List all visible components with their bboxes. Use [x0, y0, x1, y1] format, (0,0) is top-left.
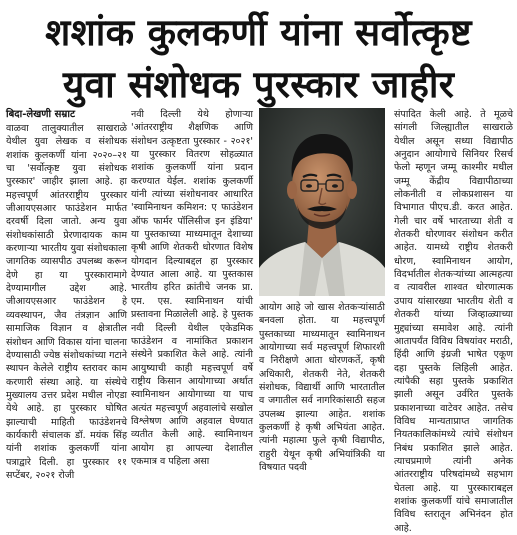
author-portrait: [259, 108, 385, 296]
byline: बिदा-लेखणी सम्राट: [6, 109, 75, 120]
column-4-text: संपादित केली आहे. ते मूळचे सांगली जिल्ह्यातील साखराळे येथील असून सध्या विद्यापीठ अनुदान आयोगाचे सिनियर रिसर्च फेलो म्हणून जम्मू काश्मीर मधील जम्मू केंद्रीय विद्यापीठाच्या लोकनीती व लोकप्रशासन या विभागात पीएच.डी. करत आहेत. गेली चार वर्षे भारताच्या शेती व शेतकरी धोरणावर संशोधन करीत आहेत. यामध्ये राष्ट्रीय शेतकरी धोरण, स्वामिनाथन आयोग, विदर्भातील शेतकऱ्यांच्या आत्महत्या व त्यावरील शाश्वत धोरणात्मक उपाय यांसारख्या भारतीय शेती व शेतकरी यांच्या जिव्हाळ्याच्या मुद्द्यांच्या समावेश आहे. त्यांनी आतापर्यंत विविध विषयांवर मराठी, हिंदी आणि इंग्रजी भाषेत एकूण दहा पुस्तके लिहिली आहेत. त्यांपैकी सहा पुस्तके प्रकाशित झाली असून उर्वरित पुस्तके प्रकाशनाच्या वाटेवर आहेत. तसेच विविध मान्यताप्राप्त जागतिक नियतकालिकांमध्ये त्यांचे संशोधन निबंध प्रकाशित झाले आहेत. त्याचप्रमाणे त्यांनी अनेक आंतरराष्ट्रीय परिषदांमध्ये सहभाग घेतला आहे. या पुरस्काराबद्दल शशांक कुलकर्णी यांचे समाजातील विविध स्तरातून अभिनंदन होत आहे.: [394, 109, 513, 534]
article-column-2: [131, 108, 253, 478]
column-2-text: नवी दिल्ली येथे होणाऱ्या 'आंतरराष्ट्रीय शैक्षणिक आणि संशोधन उत्कृष्टता पुरस्कार - २०२१' या पुरस्कार वितरण सोहळ्यात शशांक कुलकर्णी यांना प्रदान करण्यात येईल. शशांक कुलकर्णी यांनी त्यांच्या संशोधनावर आधारित 'स्वामिनाथन कमिशन: ए फाउंडेशन ऑफ फार्मर पॉलिसीज इन इंडिया' या पुस्तकाच्या माध्यमातून देशाच्या कृषी आणि शेतकरी धोरणात विशेष योगदान दिल्याबद्दल हा पुरस्कार देण्यात आला आहे. या पुस्तकास भारतीय हरित क्रांतीचे जनक प्रा. एम. एस. स्वामिनाथन यांची प्रस्तावना मिळालेली आहे. हे पुस्तक नवी दिल्ली येथील एकेडमिक फाउंडेशन व नामांकित प्रकाशन संस्थेने प्रकाशित केले आहे. त्यांनी आयुष्याची काही महत्त्वपूर्ण वर्षे राष्ट्रीय किसान आयोगाच्या अर्थात स्वामिनाथन आयोगाच्या या पाच अत्यंत महत्त्वपूर्ण अहवालांचे सखोल विश्लेषण आणि अहवाल घेण्यात व्यतीत केली आहे. स्वामिनाथन आयोग हा आपल्या देशातील एकमात्र व पहिला असा: [131, 109, 253, 467]
column-3-text: आयोग आहे जो खास शेतकऱ्यांसाठी बनवला होता. या महत्त्वपूर्ण पुस्तकाच्या माध्यमातून स्वामिनाथन आयोगाच्या सर्व महत्त्वपूर्ण शिफारशी व निरीक्षणे आता धोरणकर्ते, कृषी अधिकारी, शेतकरी नेते, शेतकरी संशोधक, विद्यार्थी आणि भारतातील व जगातील सर्व नागरिकांसाठी सहज उपलब्ध झाल्या आहेत. शशांक कुलकर्णी हे कृषी अभियंता आहेत. त्यांनी महात्मा फुले कृषी विद्यापीठ, राहुरी येथून कृषी अभियांत्रिकी या विषयात पदवी: [259, 302, 385, 474]
article-column-3: [259, 301, 385, 477]
column-1-text: वाळवा तालुक्यातील साखराळे येथील युवा लेखक व संशोधक शशांक कुलकर्णी यांना २०२०–२१ चा 'सर्वोत्कृष्ट युवा संशोधक पुरस्कार' जाहीर झाला आहे. हा महत्त्वपूर्ण आंतरराष्ट्रीय पुरस्कार जीआयएसआर फाउंडेशन मार्फत दरवर्षी दिला जातो. अन्य युवा संशोधकांसाठी प्रेरणादायक काम करणाऱ्या भारतीय युवा संशोधकाला जागतिक व्यासपीठ उपलब्ध करून देणे हा या पुरस्कारामागे देण्यामागील उद्देश आहे. जीआयएसआर फाउंडेशन हे व्यवस्थापन, जैव तंत्रज्ञान आणि सामाजिक विज्ञान व क्षेत्रातील संशोधन आणि विकास यांना चालना देण्यासाठी ज्येष्ठ संशोधकांच्या गटाने स्थापन केलेले राष्ट्रीय स्तरावर काम करणारी संस्था आहे. या संस्थेचे मुख्यालय उत्तर प्रदेश मधील नोएडा येथे आहे. हा पुरस्कार घोषित झाल्याची माहिती फाउंडेशनचे कार्यकारी संचालक डॉ. मयंक सिंह यांनी शशांक कुलकर्णी यांना पत्राद्वारे दिली. हा पुरस्कार ११ सप्टेंबर, २०२१ रोजी: [6, 123, 127, 481]
headline: [4, 4, 513, 106]
article-column-4: [394, 108, 513, 534]
headline-line-1: शशांक कुलकर्णी यांना सर्वोत्कृष्ट: [45, 11, 472, 54]
article-column-1: [6, 122, 127, 481]
portrait-illustration: [259, 108, 385, 296]
headline-line-2: युवा संशोधक पुरस्कार जाहीर: [62, 63, 455, 106]
